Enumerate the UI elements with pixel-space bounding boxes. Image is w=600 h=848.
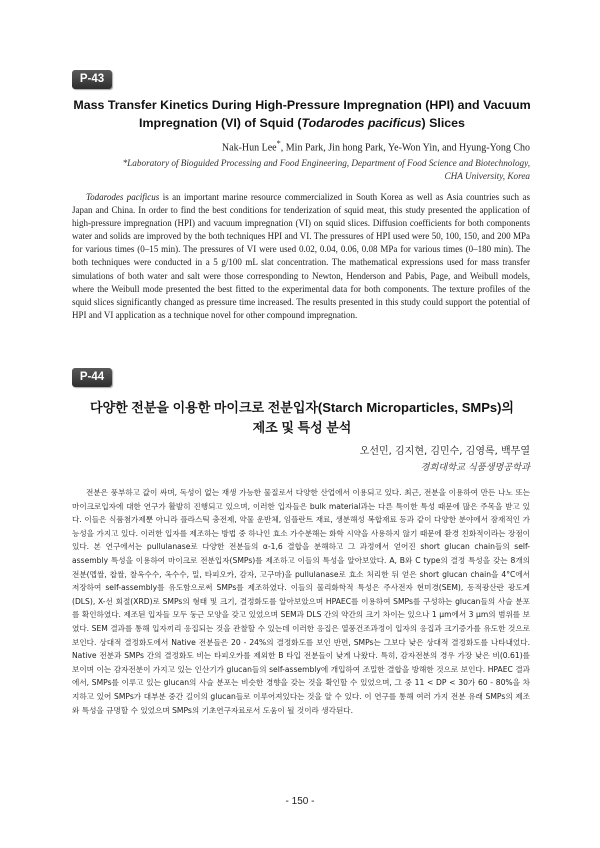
title-species: Todarodes pacificus xyxy=(301,116,422,130)
title-line: 제조 및 특성 분석 xyxy=(252,420,352,435)
abstract-species: Todarodes pacificus xyxy=(86,192,160,202)
poster-number-badge: P-43 xyxy=(72,70,112,89)
paper-title xyxy=(68,96,536,132)
author-list: 오선민, 김지현, 김민수, 김영록, 백무열 xyxy=(359,446,530,457)
corresponding-mark: * xyxy=(276,139,281,148)
co-authors: , Min Park, Jin hong Park, Ye-Won Yin, and Hyung-Yong Cho xyxy=(280,142,530,154)
abstract-text: 전분은 풍부하고 값이 싸며, 독성이 없는 재생 가능한 물질로서 다양한 산업에서 이용되고 있다. 최근, 전분을 이용하여 만든 나노 또는 마이크로입자에 대한 연구가 활발히 진행되고 있으며, 이러한 입자들은 bulk material과는 다른 특이한 특성 때문에 많은 주목을 받고 있다. 이들은 식품첨가제뿐 아니라 플라스틱 충전제, 약물 운반체, 임플란트 재료, 생분해성 복합재료 등과 같이 다양한 분야에서 잠재적인 가능성을 가지고 있다. 이러한 입자를 제조하는 방법 중 하나인 효소 가수분해는 화학 시약을 사용하지 않기 때문에 환경 친화적이라는 장점이 있다. 본 연구에서는 pullulanase로 다양한 전분들의 α-1,6 결합을 분해하고 그 과정에서 얻어진 short glucan chain들의 self-assembly 특성을 이용하여 마이크로 전분입자(SMPs)를 제조하고 이들의 특성을 알아보았다. A, B와 C type의 결정 특성을 갖는 8개의 전분(멥쌀, 찹쌀, 찰옥수수, 옥수수, 밀, 타피오카, 감자, 고구마)을 pullulanase로 효소 처리한 뒤 얻은 short glucan chain을 4°C에서 저장하여 self-assembly를 유도함으로써 SMPs를 제조하였다. 이들의 물리화학적 특성은 주사전자 현미경(SEM), 동적광산란 광도계(DLS), X-선 회절(XRD)로 SMPs의 형태 및 크기, 결정화도를 알아보았으며 HPAEC를 이용하여 SMPs를 구성하는 glucan들의 사슬 분포를 확인하였다. 제조된 입자들 모두 둥근 모양을 갖고 있었으며 SEM과 DLS 간의 약간의 크기 차이는 있으나 1 μm에서 3 μm의 범위를 보였다. SEM 결과를 통해 입자끼리 응집되는 것을 관찰할 수 있는데 이러한 응집은 열풍건조과정이 입자의 응집과 크기증가를 유도한 것으로 보인다. 상대적 결정화도에서 Native 전분들은 20 - 24%의 결정화도를 보인 반면, SMPs는 그보다 낮은 상대적 결정화도를 나타내었다. Native 전분과 SMPs 간의 결정화도 비는 타피오카를 제외한 B 타입 전분들이 낮게 나왔다. 특히, 감자전분의 경우 가장 낮은 비(0.61)를 보이며 이는 감자전분이 가지고 있는 인산기가 glucan들의 self-assembly에 개입하여 조밀한 결합을 방해한 것으로 보인다. HPAEC 결과에서, SMPs를 이루고 있는 glucan의 사슬 분포는 비슷한 경향을 갖는 것을 확인할 수 있었으며, 그 중 11 < DP < 30가 60 - 80%을 차지하고 있어 SMPs가 대부분 중간 길이의 glucan들로 이루어져있다는 것을 알 수 있다. 이 연구를 통해 여러 가지 전분 유래 SMPs의 제조와 특성을 규명할 수 있었으며 SMPs의 기초연구자료로서 도움이 될 것이라 생각된다. xyxy=(72,488,530,715)
affiliation-line: *Laboratory of Bioguided Processing and Food Engineering, Department of Food Science and Biotechnology, xyxy=(122,158,530,168)
abstract-text: is an important marine resource commercialized in South Korea as well as Asia countries such as Japan and China. In order to find the best conditions for tenderization of squid meat, this study presented the application of high-pressure impregnation (HPI) and vacuum impregnation (VI) on squid slices. Diffusion coefficients for both components water and solids are improved by the both techniques HPI and VI. The pressures of HPI used were 50, 100, 150, and 200 MPa for various times (0–15 min). The pressures of VI were used 0.02, 0.04, 0.06, 0.08 MPa for various times (0–180 min). The both techniques were conducted in a 5 g/100 mL slat concentration. The mathematical expressions used for mass transfer simulations of both water and salt were those corresponding to Newton, Henderson and Pabis, Page, and Weibull models, where the Weibull mode presented the best fitted to the experimental data for both components. The texture profiles of the squid slices significantly changed as pressure time increased. The results presented in this study could support the potential of HPI and VI application as a technique novel for other compound impregnation. xyxy=(72,192,530,320)
abstract xyxy=(72,191,530,322)
affiliation: 경희대학교 식품생명공학과 xyxy=(420,462,530,473)
poster-number-badge: P-44 xyxy=(72,368,112,387)
title-line: 다양한 전분을 이용한 마이크로 전분입자(Starch Microparticles, SMPs)의 xyxy=(90,400,514,415)
affiliation-line: CHA University, Korea xyxy=(444,171,530,181)
paper-title xyxy=(68,398,536,438)
affiliation xyxy=(60,157,530,183)
title-text: Mass Transfer Kinetics During High-Pressure Impregnation (HPI) and Vacuum Impregnation (VI) of Squid ( xyxy=(73,98,531,130)
title-end: ) Slices xyxy=(421,116,465,130)
first-author: Nak-Hun Lee xyxy=(221,142,277,154)
abstract xyxy=(72,486,530,717)
author-list xyxy=(222,139,530,153)
page-number: - 150 - xyxy=(285,796,315,807)
